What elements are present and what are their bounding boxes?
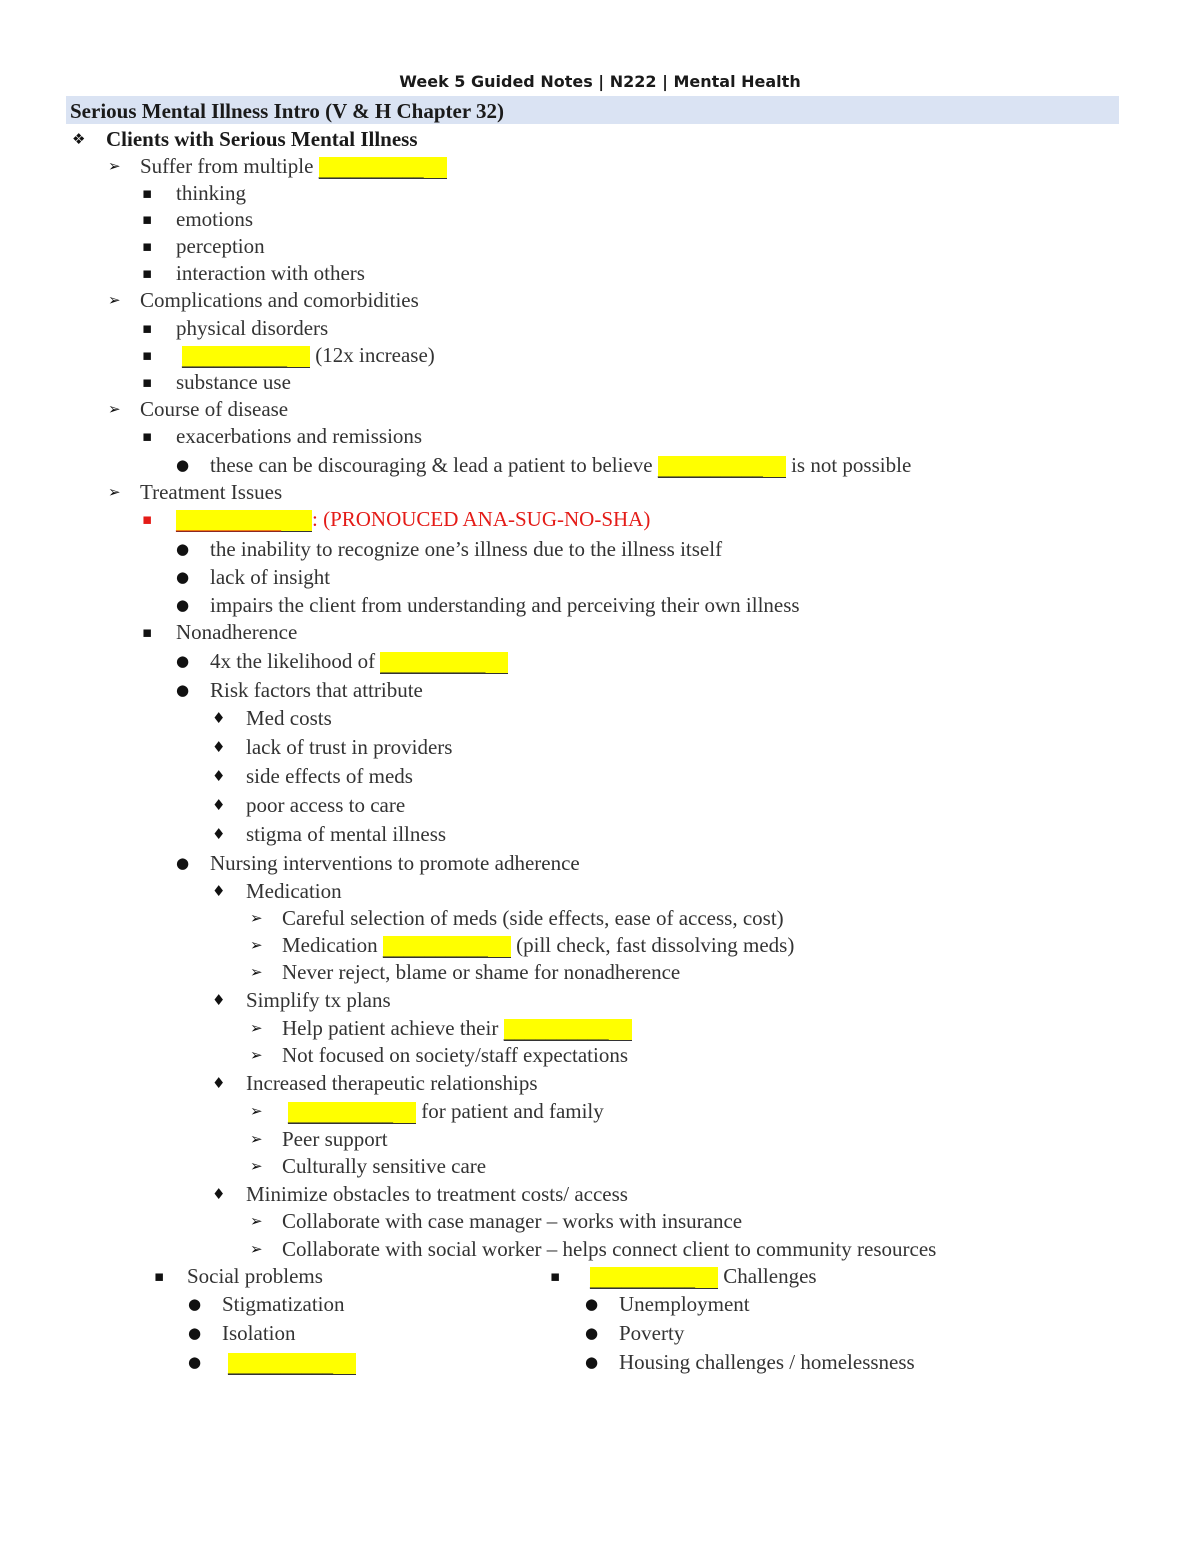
list-item: perception xyxy=(176,234,265,258)
outline-heading: Clients with Serious Mental Illness xyxy=(106,127,418,151)
list-item: Med costs xyxy=(246,706,332,730)
diamond-bullet-icon: ♦ xyxy=(212,1185,226,1203)
arrow-bullet-icon: ➢ xyxy=(250,909,263,927)
fill-in-blank[interactable]: __________ xyxy=(182,346,310,368)
list-item: lack of trust in providers xyxy=(246,735,453,759)
list-item: Course of disease xyxy=(140,397,289,421)
square-bullet-icon: ▪ xyxy=(142,264,153,282)
arrow-bullet-icon: ➢ xyxy=(250,1130,263,1148)
arrow-bullet-icon: ➢ xyxy=(250,1019,263,1037)
list-item: side effects of meds xyxy=(246,764,413,788)
fill-in-blank[interactable]: __________ xyxy=(504,1019,632,1041)
square-bullet-icon: ▪ xyxy=(142,237,153,255)
diamond-bullet-icon: ♦ xyxy=(212,796,226,814)
diamond-bullet-icon: ♦ xyxy=(212,882,226,900)
list-item: Careful selection of meds (side effects, ease of access, cost) xyxy=(282,906,784,930)
four-diamond-bullet-icon: ❖ xyxy=(72,130,86,148)
dot-bullet-icon: ● xyxy=(188,1324,202,1342)
list-item: Not focused on society/staff expectations xyxy=(282,1043,629,1067)
list-item: poor access to care xyxy=(246,793,406,817)
arrow-bullet-icon: ➢ xyxy=(250,1157,263,1175)
list-item: Complications and comorbidities xyxy=(140,288,419,312)
fill-in-blank[interactable]: __________ xyxy=(658,456,786,478)
list-item: Peer support xyxy=(282,1127,388,1151)
list-item-text: for patient and family xyxy=(421,1099,604,1123)
fill-in-blank[interactable]: __________ xyxy=(176,510,312,532)
list-item: Nursing interventions to promote adherence xyxy=(210,851,580,875)
fill-in-blank[interactable]: __________ xyxy=(319,157,447,179)
dot-bullet-icon: ● xyxy=(176,540,190,558)
list-item: exacerbations and remissions xyxy=(176,424,423,448)
list-item: physical disorders xyxy=(176,316,329,340)
square-bullet-icon: ▪ xyxy=(142,373,153,391)
list-item xyxy=(176,507,650,532)
list-item-text: Help patient achieve their xyxy=(282,1016,499,1040)
square-bullet-icon: ▪ xyxy=(142,319,153,337)
list-item-text: Suffer from multiple xyxy=(140,154,314,178)
square-bullet-icon: ▪ xyxy=(142,210,153,228)
list-item-text: 4x the likelihood of xyxy=(210,649,376,673)
square-bullet-icon: ▪ xyxy=(550,1267,561,1285)
dot-bullet-icon: ● xyxy=(176,854,190,872)
list-item-text: (12x increase) xyxy=(315,343,435,367)
list-item xyxy=(228,1350,356,1375)
arrow-bullet-icon: ➢ xyxy=(250,1102,263,1120)
square-bullet-icon: ▪ xyxy=(142,427,153,445)
list-item: Medication xyxy=(246,879,342,903)
list-item: Minimize obstacles to treatment costs/ access xyxy=(246,1182,628,1206)
list-item-text: Medication xyxy=(282,933,378,957)
dot-bullet-icon: ● xyxy=(585,1324,599,1342)
dot-bullet-icon: ● xyxy=(188,1353,202,1371)
dot-bullet-icon: ● xyxy=(176,568,190,586)
list-item-text: (pill check, fast dissolving meds) xyxy=(516,933,795,957)
list-item: Risk factors that attribute xyxy=(210,678,423,702)
arrow-bullet-icon: ➢ xyxy=(108,400,121,418)
list-item xyxy=(210,649,508,674)
list-item-text: is not possible xyxy=(791,453,912,477)
list-item xyxy=(590,1264,817,1289)
square-bullet-icon: ▪ xyxy=(142,510,153,528)
list-item: Isolation xyxy=(222,1321,296,1345)
dot-bullet-icon: ● xyxy=(176,681,190,699)
list-item: substance use xyxy=(176,370,291,394)
list-item: impairs the client from understanding and perceiving their own illness xyxy=(210,593,800,617)
list-item: stigma of mental illness xyxy=(246,822,447,846)
dot-bullet-icon: ● xyxy=(176,456,190,474)
list-item xyxy=(282,1016,632,1041)
arrow-bullet-icon: ➢ xyxy=(108,291,121,309)
list-item xyxy=(288,1099,604,1124)
square-bullet-icon: ▪ xyxy=(154,1267,165,1285)
square-bullet-icon: ▪ xyxy=(142,346,153,364)
square-bullet-icon: ▪ xyxy=(142,184,153,202)
arrow-bullet-icon: ➢ xyxy=(250,936,263,954)
diamond-bullet-icon: ♦ xyxy=(212,825,226,843)
square-bullet-icon: ▪ xyxy=(142,623,153,641)
list-item: interaction with others xyxy=(176,261,365,285)
diamond-bullet-icon: ♦ xyxy=(212,709,226,727)
fill-in-blank[interactable]: __________ xyxy=(590,1267,718,1289)
arrow-bullet-icon: ➢ xyxy=(108,483,121,501)
list-item: Increased therapeutic relationships xyxy=(246,1071,538,1095)
list-item-text: these can be discouraging & lead a patient to believe xyxy=(210,453,653,477)
list-item xyxy=(140,154,447,179)
diamond-bullet-icon: ♦ xyxy=(212,738,226,756)
diamond-bullet-icon: ♦ xyxy=(212,1074,226,1092)
list-item: Stigmatization xyxy=(222,1292,345,1316)
pronunciation-note: : (PRONOUCED ANA-SUG-NO-SHA) xyxy=(312,507,651,531)
arrow-bullet-icon: ➢ xyxy=(108,157,121,175)
list-item: Housing challenges / homelessness xyxy=(619,1350,915,1374)
list-item xyxy=(282,933,794,958)
dot-bullet-icon: ● xyxy=(176,652,190,670)
diamond-bullet-icon: ♦ xyxy=(212,767,226,785)
arrow-bullet-icon: ➢ xyxy=(250,1240,263,1258)
fill-in-blank[interactable]: __________ xyxy=(288,1102,416,1124)
list-item: Collaborate with case manager – works with insurance xyxy=(282,1209,743,1233)
list-item: Collaborate with social worker – helps connect client to community resources xyxy=(282,1237,937,1261)
fill-in-blank[interactable]: __________ xyxy=(228,1353,356,1375)
list-item: Social problems xyxy=(187,1264,323,1288)
list-item: Treatment Issues xyxy=(140,480,283,504)
dot-bullet-icon: ● xyxy=(585,1353,599,1371)
list-item: lack of insight xyxy=(210,565,331,589)
dot-bullet-icon: ● xyxy=(176,596,190,614)
arrow-bullet-icon: ➢ xyxy=(250,963,263,981)
list-item: Culturally sensitive care xyxy=(282,1154,487,1178)
list-item xyxy=(182,343,435,368)
document-header: Week 5 Guided Notes | N222 | Mental Health xyxy=(399,72,801,91)
list-item: Poverty xyxy=(619,1321,685,1345)
list-item xyxy=(210,453,911,478)
section-title: Serious Mental Illness Intro (V & H Chapter 32) xyxy=(70,99,505,123)
list-item: Simplify tx plans xyxy=(246,988,391,1012)
list-item: Nonadherence xyxy=(176,620,298,644)
list-item: thinking xyxy=(176,181,247,205)
fill-in-blank[interactable]: __________ xyxy=(383,936,511,958)
list-item: Unemployment xyxy=(619,1292,750,1316)
fill-in-blank[interactable]: __________ xyxy=(380,652,508,674)
dot-bullet-icon: ● xyxy=(585,1295,599,1313)
diamond-bullet-icon: ♦ xyxy=(212,991,226,1009)
arrow-bullet-icon: ➢ xyxy=(250,1212,263,1230)
list-item: the inability to recognize one’s illness due to the illness itself xyxy=(210,537,723,561)
dot-bullet-icon: ● xyxy=(188,1295,202,1313)
list-item-text: Challenges xyxy=(723,1264,817,1288)
list-item: Never reject, blame or shame for nonadherence xyxy=(282,960,681,984)
arrow-bullet-icon: ➢ xyxy=(250,1046,263,1064)
list-item: emotions xyxy=(176,207,253,231)
